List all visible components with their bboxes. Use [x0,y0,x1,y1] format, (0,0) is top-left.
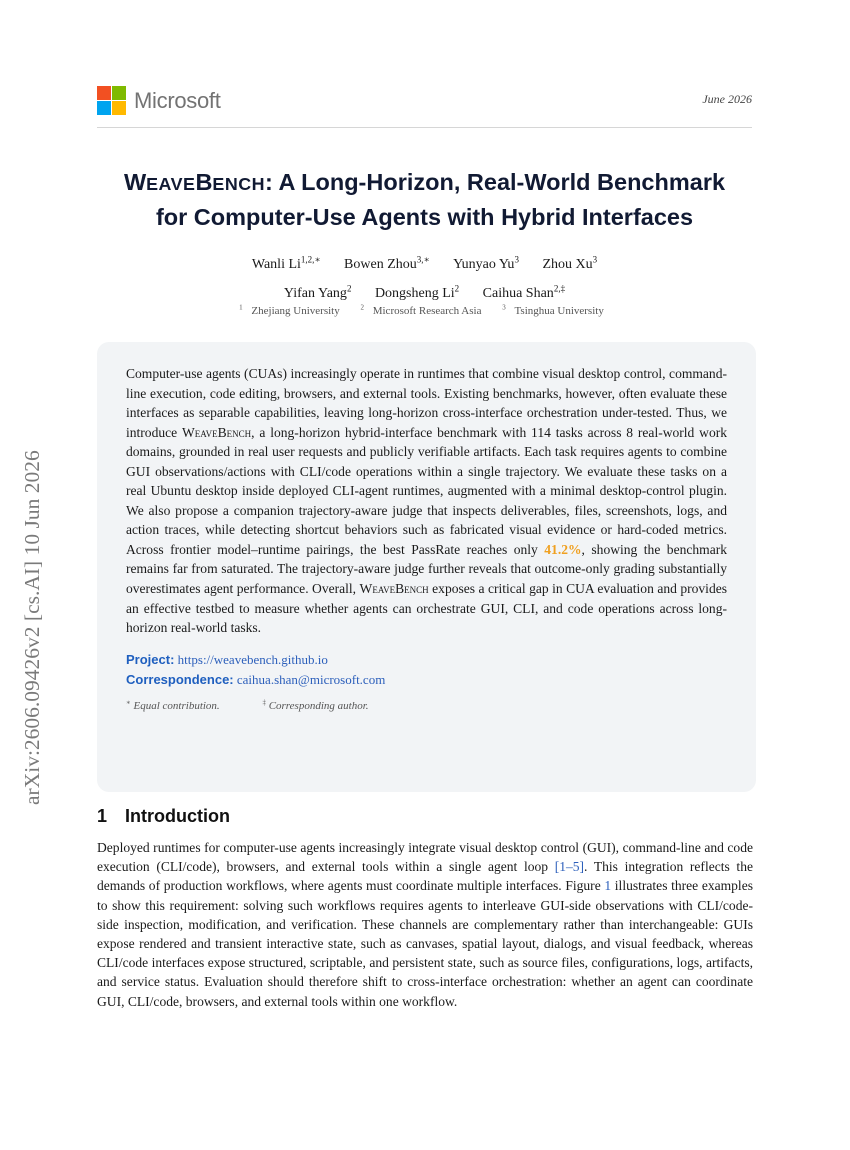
author-notes [126,699,727,713]
title-line-2: for Computer-Use Agents with Hybrid Interfaces [155,204,694,230]
logo-square-red [97,86,111,100]
author-name: Dongsheng Li [374,286,455,302]
note-corresponding-author [262,700,388,712]
title-name-initial-w: W [123,169,147,195]
author-name: Yunyao Yu [453,256,515,272]
correspondence-label: Correspondence: [126,671,234,687]
microsoft-logo [97,86,221,115]
title-name-part-ench: ENCH [212,174,266,194]
author-affiliation-mark: 2 [346,283,352,294]
affiliation-number: 3 [502,303,506,311]
affiliation-list [97,303,752,317]
correspondence-row [126,670,727,690]
author-name: Wanli Li [251,256,301,272]
benchmark-name: WeaveBench [182,424,252,440]
author-row-2 [97,277,752,307]
affiliation [360,305,487,317]
author-affiliation-mark: 3,∗ [416,254,430,264]
author-affiliation-mark: 3 [514,254,519,264]
affiliation-name: Tsinghua University [514,304,604,317]
benchmark-name: WeaveBench [359,581,429,597]
author-name: Bowen Zhou [344,256,417,272]
author-name: Caihua Shan [482,286,554,302]
author-row-1 [97,247,752,277]
introduction-body [97,838,753,1011]
author [251,254,321,272]
figure-reference-link[interactable]: 1 [604,878,612,894]
author [482,283,566,302]
title-line-1-rest: : A Long-Horizon, Real-World Benchmark [265,169,726,195]
logo-square-green [112,86,126,100]
abstract-text-part: , a long-horizon hybrid-interface benchmark with 114 tasks across 8 real-world work domains, grounded in real user requests and publicly verifiable artifacts. Each task requires agents to combine GUI observations/actions with CLI/code operations within a single trajectory. We evaluate these tasks on a real Ubuntu desktop inside deployed CLI-agent runtimes, augmented with a minimal desktop-control plugin. We also propose a companion trajectory-aware judge that inspects deliverables, files, screenshots, logs, and action traces, while detecting shortcut behaviors such as fabricated visual evidence or hard-coded metrics. Across frontier model–runtime pairings, the best PassRate reaches only [126,424,728,557]
title-name-initial-b: B [195,169,213,195]
affiliation [239,305,346,317]
section-title: Introduction [125,806,230,826]
author [344,254,430,272]
abstract-text-part: , showing the benchmark remains far from saturated. The trajectory-aware judge further reveals that outcome-only grading substantially overestimates agent performance. Overall, [126,541,727,597]
passrate-highlight: 41.2% [544,541,582,557]
abstract-links [126,650,727,690]
project-label: Project: [126,651,175,667]
note-mark: ∗ [126,698,131,707]
note-mark: ‡ [262,698,266,707]
logo-square-yellow [112,101,126,115]
intro-text-part: . This integration reflects the demands of production workflows, where agents must coordinate multiple interfaces. Figure [97,859,753,894]
section-heading [97,806,230,827]
author [283,283,352,302]
affiliation-number: 2 [360,303,364,311]
note-text: Equal contribution. [133,700,220,713]
project-row [126,650,727,670]
abstract-text-part: Computer-use agents (CUAs) increasingly operate in runtimes that combine visual desktop control, command-line execution, code editing, browsers, and external tools. Existing benchmarks, however, often evaluate these interfaces as separable capabilities, leaving long-horizon cross-interface orchestration under-tested. Thus, we introduce [126,366,727,440]
affiliation-name: Microsoft Research Asia [372,304,482,317]
project-link[interactable]: https://weavebench.github.io [177,651,328,667]
abstract-text-part: exposes a critical gap in CUA evaluation and provides an effective testbed to measure whether agents can orchestrate GUI, CLI, and code operations across long-horizon real-world tasks. [126,581,727,636]
author [542,254,598,272]
author-affiliation-mark: 3 [592,254,598,264]
author [374,283,460,302]
section-number: 1 [97,806,108,826]
title-line-1 [97,166,752,201]
author-affiliation-mark: 2 [454,283,460,294]
header-date: June 2026 [702,92,752,106]
microsoft-logo-icon [97,86,126,115]
author-name: Yifan Yang [283,286,347,302]
paper-title [97,166,752,234]
citation-link[interactable]: [1–5] [554,859,585,875]
brand-name: Microsoft [134,87,221,113]
affiliation-name: Zhejiang University [251,304,340,317]
introduction-paragraph [97,838,753,1011]
abstract-box [97,342,756,792]
title-name-part-eave: EAVE [146,174,196,194]
abstract-text [126,364,727,638]
author [453,254,519,272]
affiliation [502,305,610,317]
intro-text-part: Deployed runtimes for computer-use agents increasingly integrate visual desktop control (GUI), command-line and code execution (CLI/code), browsers, and external tools within a single agent loop [97,840,753,875]
author-affiliation-mark: 2,‡ [553,283,566,294]
author-list [97,247,752,306]
arxiv-stamp: arXiv:2606.09426v2 [cs.AI] 10 Jun 2026 [20,450,44,805]
affiliation-number: 1 [239,303,243,311]
logo-square-blue [97,101,111,115]
author-name: Zhou Xu [542,256,593,272]
note-text: Corresponding author. [268,700,369,713]
author-affiliation-mark: 1,2,∗ [300,254,321,264]
correspondence-email-link[interactable]: caihua.shan@microsoft.com [236,671,386,687]
header-divider [97,127,752,128]
note-equal-contribution [126,700,240,712]
intro-text-part: illustrates three examples to show this requirement: solving such workflows requires agents to interleave GUI-side observations with CLI/code-side inspection, modification, and verification. These channels are complementary rather than interchangeable: GUIs expose rendered and transient interactive state, such as canvases, spatial layout, dialogs, and visual feedback, whereas CLI/code interfaces expose structured, scriptable, and persistent state, such as source files, configurations, logs, artifacts, and service status. Evaluation should therefore shift to cross-interface orchestration: whether an agent can coordinate GUI, CLI/code, browsers, and external tools within one workflow. [97,878,753,1009]
